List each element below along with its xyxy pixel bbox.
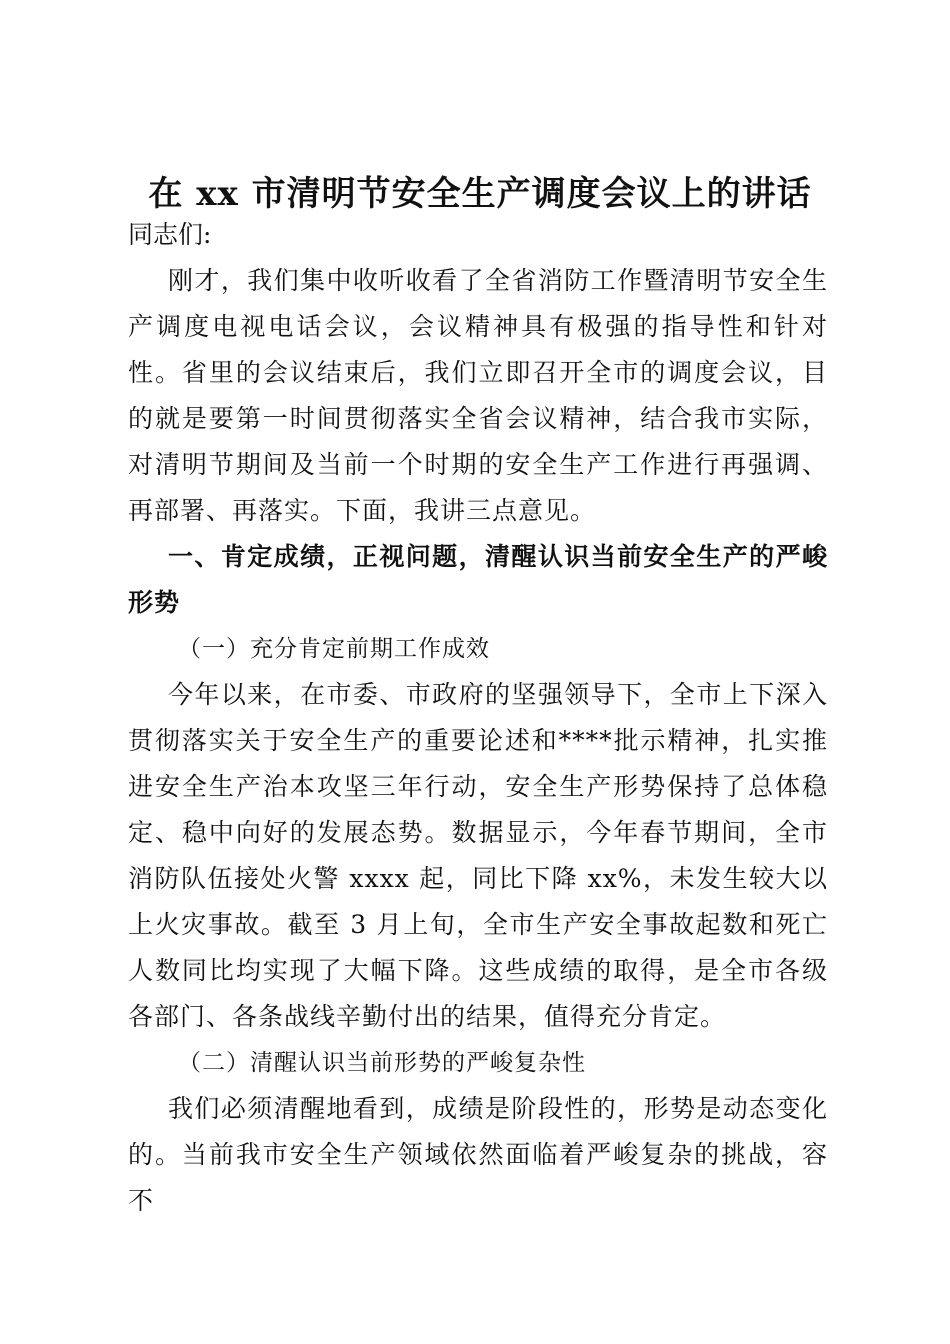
subsection-1-paragraph: 今年以来，在市委、市政府的坚强领导下，全市上下深入贯彻落实关于安全生产的重要论述和****批示精神，扎实推进安全生产治本攻坚三年行动，安全生产形势保持了总体稳定、稳中向好的发展态势。数据显示，今年春节期间，全市消防队伍接处火警 xxxx 起，同比下降 xx%，未发生较大以上火灾事故。截至 3 月上旬，全市生产安全事故起数和死亡人数同比均实现了大幅下降。这些成绩的取得，是全市各级各部门、各条战线辛勤付出的结果，值得充分肯定。 [128, 680, 828, 1031]
document-title: 在 xx 市清明节安全生产调度会议上的讲话 [148, 174, 812, 214]
subsection-1-heading: （一）充分肯定前期工作成效 [178, 636, 490, 662]
intro-paragraph: 刚才，我们集中收听收看了全省消防工作暨清明节安全生产调度电视电话会议，会议精神具有极强的指导性和针对性。省里的会议结束后，我们立即召开全市的调度会议，目的就是要第一时间贯彻落实全省会议精神，结合我市实际，对清明节期间及当前一个时期的安全生产工作进行再强调、再部署、再落实。下面，我讲三点意见。 [128, 266, 828, 525]
document-body [128, 212, 828, 1224]
subsection-2-paragraph: 我们必须清醒地看到，成绩是阶段性的，形势是动态变化的。当前我市安全生产领域依然面临着严峻复杂的挑战，容不 [128, 1094, 828, 1215]
subsection-2-heading: （二）清醒认识当前形势的严峻复杂性 [178, 1050, 586, 1076]
section-1-heading: 一、肯定成绩，正视问题，清醒认识当前安全生产的严峻形势 [128, 542, 828, 617]
salutation: 同志们: [128, 220, 212, 249]
